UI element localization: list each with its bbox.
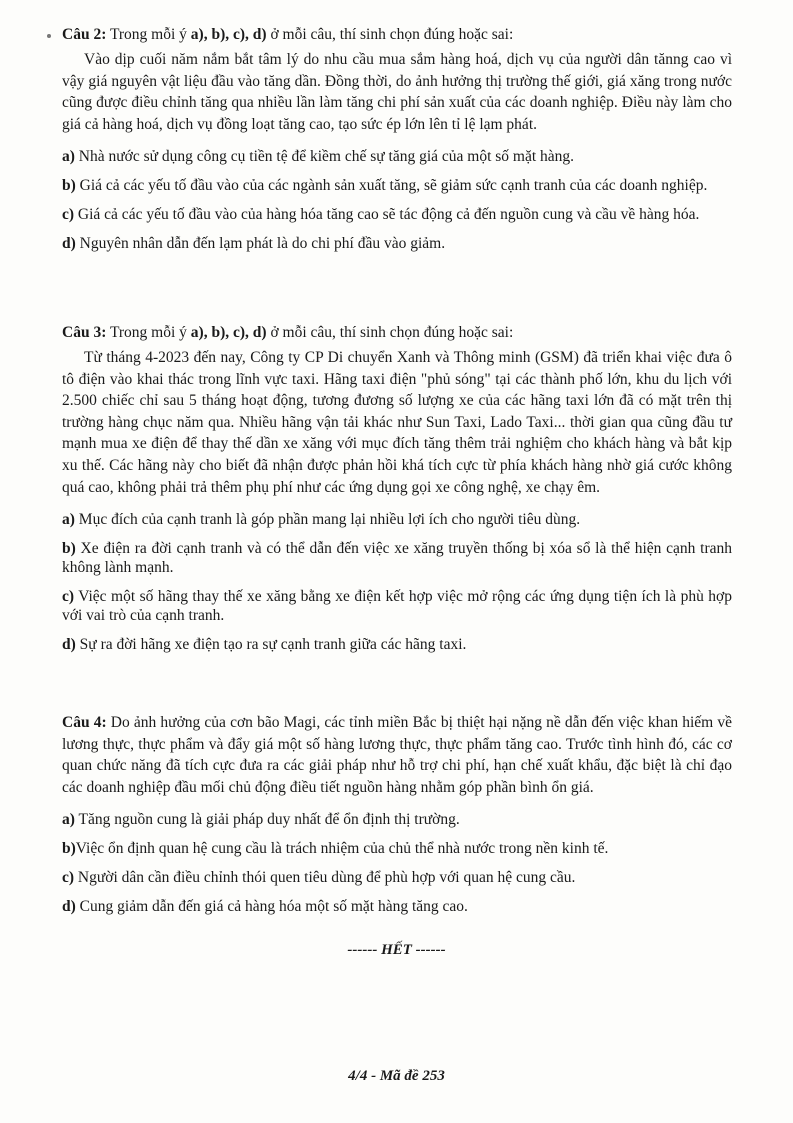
question-2-heading — [62, 24, 732, 46]
question-2-option-c: c) Giá cả các yếu tố đầu vào của hàng hóa tăng cao sẽ tác động cả đến nguồn cung và cầu về hàng hóa. — [62, 206, 700, 224]
page-footer: 4/4 - Mã đề 253 — [348, 1068, 445, 1084]
question-3-option-a: a) Mục đích của cạnh tranh là góp phần mang lại nhiều lợi ích cho người tiêu dùng. — [62, 511, 581, 529]
scan-mark — [47, 34, 51, 38]
question-2-instruction-end: ở mỗi câu, thí sinh chọn đúng hoặc sai: — [266, 26, 514, 43]
question-3-passage: Từ tháng 4-2023 đến nay, Công ty CP Di chuyển Xanh và Thông minh (GSM) đã triển khai việc đưa ô tô điện vào khai thác trong lĩnh vực taxi. Hãng taxi điện "phủ sóng" tại các thành phố lớn, khu du lịch với 2.500 chiếc chỉ sau 5 tháng hoạt động, tương đương số lượng xe của các hãng taxi lớn đã có mặt trên thị trường hàng chục năm qua. Nhiều hãng vận tải khác như Sun Taxi, Lado Taxi... thời gian qua cũng đầu tư mạnh mua xe điện để thay thế dần xe xăng với mục đích tăng thêm trải nghiệm cho khách hàng và bắt kịp xu thế. Các hãng này cho biết đã nhận được phản hồi khá tích cực từ phía khách hàng nhờ giá cước không quá cao, không phải trả thêm phụ phí như các ứng dụng gọi xe công nghệ, xe chạy êm. — [62, 349, 732, 496]
question-3 — [62, 322, 732, 654]
question-4 — [62, 712, 732, 916]
question-4-option-b: b)Việc ổn định quan hệ cung cầu là trách nhiệm của chủ thể nhà nước trong nền kinh tế. — [62, 840, 609, 858]
question-2 — [62, 24, 732, 253]
question-3-instruction-end: ở mỗi câu, thí sinh chọn đúng hoặc sai: — [266, 324, 514, 341]
question-2-instruction-options: a), b), c), d) — [190, 26, 267, 43]
question-4-passage: Câu 4: Do ảnh hưởng của cơn bão Magi, các tỉnh miền Bắc bị thiệt hại nặng nề dẫn đến việc khan hiếm về lương thực, thực phẩm và đẩy giá một số hàng lương thực, thực phẩm tăng cao. Trước tình hình đó, các cơ quan chức năng đã tích cực đưa ra các giải pháp như hỗ trợ chi phí, hạn chế xuất khẩu, đặc biệt là chỉ đạo các doanh nghiệp đầu mối chủ động điều tiết nguồn hàng nhằm góp phần bình ổn giá. — [62, 714, 732, 796]
question-3-instruction-options: a), b), c), d) — [190, 324, 267, 341]
question-2-instruction: Trong mỗi ý — [109, 26, 191, 43]
question-3-label: Câu 3: — [62, 324, 107, 341]
question-3-option-d: d) Sự ra đời hãng xe điện tạo ra sự cạnh tranh giữa các hãng taxi. — [62, 636, 467, 654]
end-marker: ------ HẾT ------ — [347, 942, 446, 958]
question-2-option-a: a) Nhà nước sử dụng công cụ tiền tệ để kiềm chế sự tăng giá của một số mặt hàng. — [62, 148, 575, 166]
question-3-heading — [62, 322, 732, 344]
question-4-option-a: a) Tăng nguồn cung là giải pháp duy nhất để ổn định thị trường. — [62, 811, 460, 829]
question-4-label: Câu 4: — [62, 714, 107, 731]
question-2-option-b: b) Giá cả các yếu tố đầu vào của các ngành sản xuất tăng, sẽ giảm sức cạnh tranh của các doanh nghiệp. — [62, 177, 708, 195]
question-2-option-d: d) Nguyên nhân dẫn đến lạm phát là do chi phí đầu vào giảm. — [62, 235, 446, 253]
question-4-option-c: c) Người dân cần điều chỉnh thói quen tiêu dùng để phù hợp với quan hệ cung cầu. — [62, 869, 576, 887]
question-2-passage: Vào dịp cuối năm nắm bắt tâm lý do nhu cầu mua sắm hàng hoá, dịch vụ của người dân tănng cao vì vậy giá nguyên vật liệu đầu vào tăng dần. Đồng thời, do ảnh hưởng thị trường thế giới, giá xăng trong nước cũng được điều chỉnh tăng qua nhiều lần làm tăng chi phí sản xuất của các doanh nghiệp. Điều này làm cho giá cả hàng hoá, dịch vụ đồng loạt tăng cao, tạo sức ép lớn lên tỉ lệ lạm phát. — [62, 51, 732, 133]
question-3-option-c: c) Việc một số hãng thay thế xe xăng bằng xe điện kết hợp việc mở rộng các ứng dụng tiện ích là phù hợp với vai trò của cạnh tranh. — [62, 588, 732, 625]
question-4-option-d: d) Cung giảm dẫn đến giá cả hàng hóa một số mặt hàng tăng cao. — [62, 898, 468, 916]
question-3-option-b: b) Xe điện ra đời cạnh tranh và có thể dẫn đến việc xe xăng truyền thống bị xóa sổ là thể hiện cạnh tranh không lành mạnh. — [62, 540, 732, 577]
question-2-label: Câu 2: — [62, 26, 107, 43]
question-3-instruction: Trong mỗi ý — [109, 324, 191, 341]
